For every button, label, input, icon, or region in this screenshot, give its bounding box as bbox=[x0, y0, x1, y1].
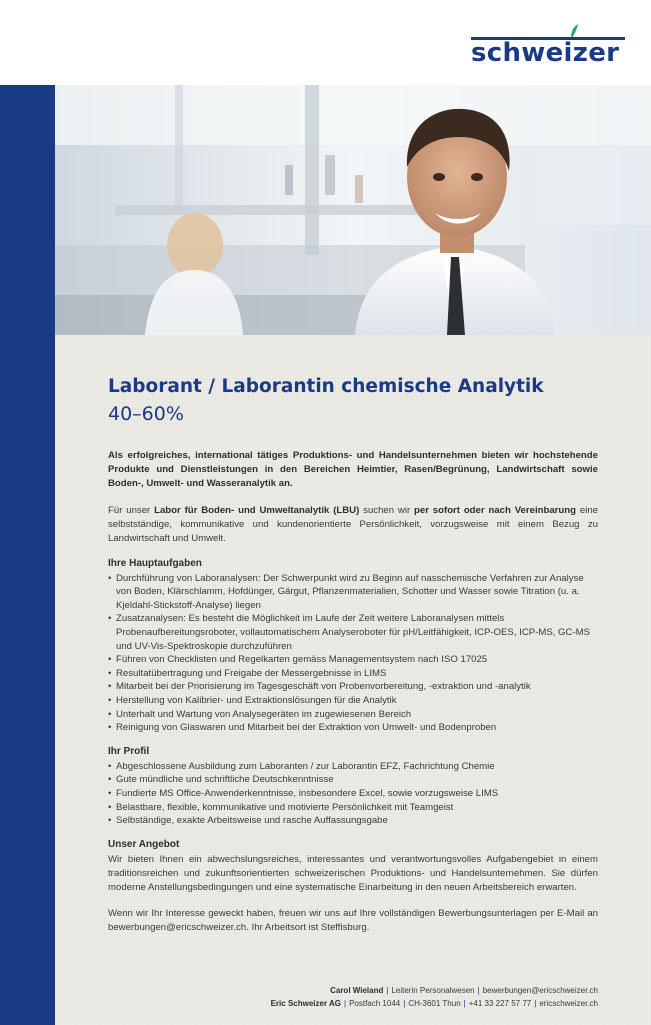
header bbox=[0, 0, 651, 85]
posting-body bbox=[108, 375, 598, 935]
tasks-heading: Ihre Hauptaufgaben bbox=[108, 557, 202, 569]
contact-footer bbox=[108, 984, 598, 1010]
job-posting bbox=[55, 335, 651, 1025]
list-item: • Unterhalt und Wartung von Analysegeräten im zugewiesenen Bereich bbox=[108, 708, 598, 722]
lab-photo-illustration bbox=[55, 85, 651, 335]
company-intro: Als erfolgreiches, international tätiges Produktions- und Handelsunternehmen bieten wir hochstehende Produkte und Dienstleistungen in den Bereichen Heimtier, Rasen/Begrünung, Landwirtschaft sowie Boden-, Umwelt- und Wasseranalytik an. bbox=[108, 450, 598, 490]
list-item: • Führen von Checklisten und Regelkarten gemäss Managementsystem nach ISO 17025 bbox=[108, 653, 598, 667]
workload: 40–60% bbox=[108, 403, 184, 425]
list-item: • Abgeschlossene Ausbildung zum Laboranten / zur Laborantin EFZ, Fachrichtung Chemie bbox=[108, 760, 598, 774]
profile-list bbox=[108, 760, 598, 828]
hero-photo bbox=[55, 85, 651, 335]
leaf-icon bbox=[569, 24, 579, 38]
contact-name: Carol Wieland bbox=[330, 986, 384, 995]
contact-role: Leiterin Personalwesen bbox=[391, 986, 475, 995]
website-link[interactable]: ericschweizer.ch bbox=[539, 999, 598, 1008]
profile-heading: Ihr Profil bbox=[108, 745, 150, 757]
tasks-list bbox=[108, 572, 598, 735]
city: CH-3601 Thun bbox=[408, 999, 461, 1008]
company-name: Eric Schweizer AG bbox=[270, 999, 341, 1008]
list-item: • Mitarbeit bei der Priorisierung im Tagesgeschäft von Probenvorbereitung, -extraktion und -analytik bbox=[108, 680, 598, 694]
side-accent-bar bbox=[0, 85, 55, 1025]
list-item: • Zusatzanalysen: Es besteht die Möglichkeit im Laufe der Zeit weitere Laboranalysen mittels Probenaufbereitungsroboter, vollautomatischem Analyseroboter für pH/Leitfähigkeit, ICP-OES, ICP-MS, GC-MS und UV-Vis-Spektroskopie durchzuführen bbox=[108, 612, 598, 653]
offer-heading: Unser Angebot bbox=[108, 838, 180, 850]
logo-text: schweizer bbox=[471, 38, 620, 68]
schweizer-logo[interactable] bbox=[471, 24, 625, 72]
list-item: • Gute mündliche und schriftliche Deutschkenntnisse bbox=[108, 773, 598, 787]
list-item: • Herstellung von Kalibrier- und Extraktionslösungen für die Analytik bbox=[108, 694, 598, 708]
offer-paragraph: Wir bieten Ihnen ein abwechslungsreiches, interessantes und verantwortungsvolles Aufgabengebiet in einem traditionsreichen und zukunftsorientierten schweizerischen Produktions- und Handelsunternehmen. Sie dürfen moderne Anstellungsbedingungen und eine systematische Einarbeitung in den neuen Arbeitsbereich erwarten. bbox=[108, 853, 598, 893]
footer-line-contact: Carol Wieland | Leiterin Personalwesen | bewerbungen@ericschweizer.ch bbox=[330, 986, 598, 995]
footer-line-company: Eric Schweizer AG | Postfach 1044 | CH-3601 Thun | +41 33 227 57 77 | ericschweizer.ch bbox=[270, 999, 598, 1008]
postbox: Postfach 1044 bbox=[349, 999, 401, 1008]
list-item: • Durchführung von Laboranalysen: Der Schwerpunkt wird zu Beginn auf nasschemische Verfahren zur Analyse von Boden, Klärschlamm, Hofdünger, Gärgut, Pflanzenmaterialien, Schotter und Wasser sowie Titration (u. a. Kjeldahl-Stickstoff-Analyse) liegen bbox=[108, 572, 598, 613]
list-item: • Belastbare, flexible, kommunikative und motivierte Persönlichkeit mit Teamgeist bbox=[108, 801, 598, 815]
apply-paragraph: Wenn wir Ihr Interesse geweckt haben, freuen wir uns auf Ihre vollständigen Bewerbungsunterlagen per E-Mail an bewerbungen@ericschweizer.ch. Ihr Arbeitsort ist Steffisburg. bbox=[108, 907, 598, 933]
list-item: • Reinigung von Glaswaren und Mitarbeit bei der Extraktion von Umwelt- und Bodenproben bbox=[108, 721, 598, 735]
list-item: • Fundierte MS Office-Anwenderkenntnisse, insbesondere Excel, sowie vorzugsweise LIMS bbox=[108, 787, 598, 801]
list-item: • Selbständige, exakte Arbeitsweise und rasche Auffassungsgabe bbox=[108, 814, 598, 828]
contact-email[interactable]: bewerbungen@ericschweizer.ch bbox=[482, 986, 598, 995]
phone[interactable]: +41 33 227 57 77 bbox=[468, 999, 532, 1008]
list-item: • Resultatübertragung und Freigabe der Messergebnisse in LIMS bbox=[108, 667, 598, 681]
position-paragraph: Für unser Labor für Boden- und Umweltanalytik (LBU) suchen wir per sofort oder nach Vereinbarung eine selbstständige, kommunikative und kundenorientierte Persönlichkeit, vorzugsweise mit einem Bezug zu Landwirtschaft und Umwelt. bbox=[108, 504, 598, 544]
job-title: Laborant / Laborantin chemische Analytik bbox=[108, 376, 544, 397]
